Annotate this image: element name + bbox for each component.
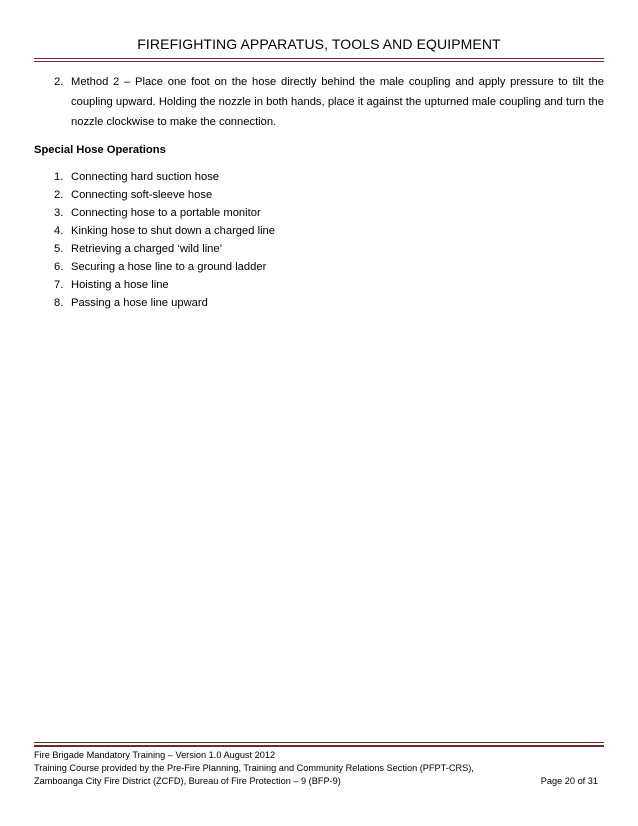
list-item-number: 6.	[54, 261, 64, 273]
footer-line-2: Training Course provided by the Pre-Fire Planning, Training and Community Relations Section (PFPT-CRS),	[34, 763, 474, 773]
list-item	[54, 168, 574, 186]
list-item-label: Retrieving a charged ‘wild line’	[71, 243, 223, 255]
list-item	[54, 276, 574, 294]
list-item	[54, 240, 574, 258]
list-item-label: Securing a hose line to a ground ladder	[71, 261, 267, 273]
footer-line-3: Zamboanga City Fire District (ZCFD), Bureau of Fire Protection – 9 (BFP-9)	[34, 776, 341, 786]
list-item-label: Hoisting a hose line	[71, 279, 169, 291]
hose-operations-list	[54, 168, 574, 312]
method-number: 2.	[54, 76, 64, 88]
list-item-number: 2.	[54, 189, 64, 201]
list-item	[54, 186, 574, 204]
footer-rule	[34, 742, 604, 747]
list-item	[54, 258, 574, 276]
list-item-label: Connecting hose to a portable monitor	[71, 207, 261, 219]
page-number: Page 20 of 31	[540, 776, 598, 786]
header-rule	[34, 58, 604, 62]
list-item-label: Connecting hard suction hose	[71, 171, 220, 183]
list-item-number: 8.	[54, 297, 64, 309]
list-item	[54, 204, 574, 222]
page-footer	[34, 749, 604, 788]
footer-line-1: Fire Brigade Mandatory Training – Version 1.0 August 2012	[34, 750, 276, 760]
list-item-number: 1.	[54, 171, 64, 183]
page-header: FIREFIGHTING APPARATUS, TOOLS AND EQUIPMENT	[137, 36, 501, 52]
list-item-label: Connecting soft-sleeve hose	[71, 189, 213, 201]
list-item	[54, 222, 574, 240]
list-item-number: 7.	[54, 279, 64, 291]
method-text: Method 2 – Place one foot on the hose directly behind the male coupling and apply pressure to tilt the coupling upward. Holding the nozzle in both hands, place it against the upturned male coupling and turn the nozzle clockwise to make the connection.	[71, 76, 604, 128]
list-item-number: 5.	[54, 243, 64, 255]
method-item	[54, 72, 604, 132]
list-item-label: Kinking hose to shut down a charged line	[71, 225, 275, 237]
list-item	[54, 294, 574, 312]
list-item-label: Passing a hose line upward	[71, 297, 208, 309]
list-item-number: 3.	[54, 207, 64, 219]
section-heading: Special Hose Operations	[34, 144, 166, 156]
list-item-number: 4.	[54, 225, 64, 237]
